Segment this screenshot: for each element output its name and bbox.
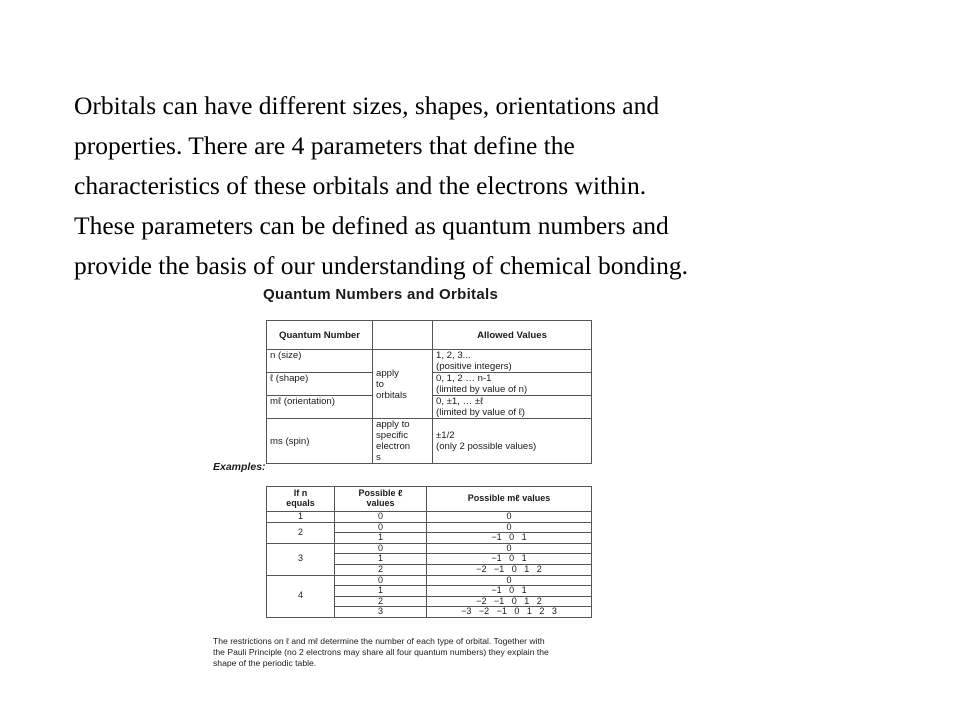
ml-values: −2 −1 0 1 2 — [427, 564, 592, 575]
header-possible-ml: Possible mℓ values — [427, 487, 592, 512]
l-value: 1 — [335, 586, 427, 597]
n-value: 2 — [267, 522, 335, 543]
ml-values: −1 0 1 — [427, 586, 592, 597]
l-value: 2 — [335, 596, 427, 607]
intro-line: provide the basis of our understanding of chemical bonding. — [74, 251, 688, 280]
table-row — [267, 575, 592, 586]
l-value: 1 — [335, 533, 427, 544]
ml-values: 0 — [427, 522, 592, 533]
intro-line: characteristics of these orbitals and the electrons within. — [74, 171, 647, 200]
n-value: 1 — [267, 512, 335, 523]
allowed-values-cell: 0, 1, 2 … n-1 (limited by value of n) — [433, 373, 592, 396]
quantum-number-name: ℓ (shape) — [267, 373, 373, 396]
footnote-line: The restrictions on ℓ and mℓ determine the number of each type of orbital. Together with — [213, 636, 545, 646]
ml-values: −2 −1 0 1 2 — [427, 596, 592, 607]
n-value: 3 — [267, 543, 335, 575]
quantum-numbers-table — [266, 320, 592, 464]
allowed-values-cell: 0, ±1, … ±ℓ (limited by value of ℓ) — [433, 396, 592, 419]
l-value: 2 — [335, 564, 427, 575]
header-blank — [373, 321, 433, 350]
footnote-line: shape of the periodic table. — [213, 658, 317, 668]
table-row — [267, 350, 592, 373]
quantum-numbers-title: Quantum Numbers and Orbitals — [263, 286, 499, 303]
l-value: 3 — [335, 607, 427, 618]
footnote-line: the Pauli Principle (no 2 electrons may share all four quantum numbers) they explain the — [213, 647, 549, 657]
l-value: 0 — [335, 575, 427, 586]
allowed-values-cell: 1, 2, 3... (positive integers) — [433, 350, 592, 373]
header-possible-l: Possible ℓ values — [335, 487, 427, 512]
intro-paragraph — [74, 86, 874, 286]
ml-values: 0 — [427, 512, 592, 523]
intro-line: These parameters can be defined as quantum numbers and — [74, 211, 669, 240]
l-value: 0 — [335, 522, 427, 533]
examples-table — [266, 486, 592, 618]
table-row — [267, 419, 592, 464]
ml-values: 0 — [427, 543, 592, 554]
header-quantum-number: Quantum Number — [267, 321, 373, 350]
header-if-n-equals: If n equals — [267, 487, 335, 512]
l-value: 1 — [335, 554, 427, 565]
l-value: 0 — [335, 543, 427, 554]
allowed-values-cell: ±1/2 (only 2 possible values) — [433, 419, 592, 464]
ml-values: −3 −2 −1 0 1 2 3 — [427, 607, 592, 618]
n-value: 4 — [267, 575, 335, 617]
table-header-row — [267, 487, 592, 512]
intro-line: properties. There are 4 parameters that define the — [74, 131, 575, 160]
ml-values: −1 0 1 — [427, 533, 592, 544]
table-row — [267, 543, 592, 554]
l-value: 0 — [335, 512, 427, 523]
quantum-number-name: ms (spin) — [267, 419, 373, 464]
quantum-number-name: mℓ (orientation) — [267, 396, 373, 419]
examples-label: Examples: — [213, 461, 266, 473]
applies-to-cell: apply to specific electron s — [373, 419, 433, 464]
footnote — [213, 636, 653, 669]
applies-to-cell: apply to orbitals — [373, 350, 433, 419]
table-row — [267, 512, 592, 523]
intro-line: Orbitals can have different sizes, shapes, orientations and — [74, 91, 660, 120]
table-row — [267, 522, 592, 533]
ml-values: 0 — [427, 575, 592, 586]
table-header-row — [267, 321, 592, 350]
ml-values: −1 0 1 — [427, 554, 592, 565]
quantum-number-name: n (size) — [267, 350, 373, 373]
header-allowed-values: Allowed Values — [433, 321, 592, 350]
